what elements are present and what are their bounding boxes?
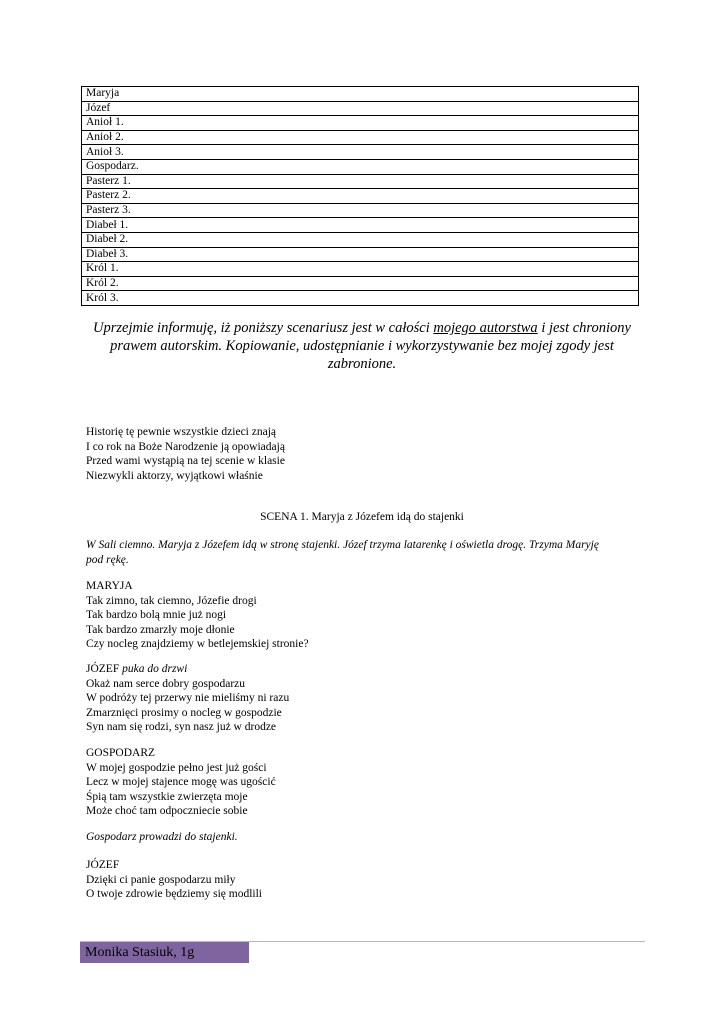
verse-line: Dzięki ci panie gospodarzu miły bbox=[86, 873, 236, 886]
verse-line: Tak bardzo bolą mnie już nogi bbox=[86, 609, 227, 621]
verse-line: Przed wami wystąpią na tej scenie w klasie bbox=[86, 455, 285, 467]
cast-list-table bbox=[81, 86, 639, 306]
cast-cell: Król 2. bbox=[82, 276, 639, 291]
stage-direction bbox=[86, 538, 646, 567]
table-row bbox=[82, 276, 639, 291]
speaker-line bbox=[86, 662, 646, 677]
table-row bbox=[82, 262, 639, 277]
verse-line: Może choć tam odpoczniecie sobie bbox=[86, 805, 248, 817]
table-row bbox=[82, 145, 639, 160]
verse-line: W podróży tej przerwy nie mieliśmy ni razu bbox=[86, 692, 290, 704]
verse-line: Tak bardzo zmarzły moje dłonie bbox=[86, 623, 235, 636]
jozef-speech-1 bbox=[86, 662, 646, 735]
direction-line: W Sali ciemno. Maryja z Józefem idą w stronę stajenki. Józef trzyma latarenkę i oświetla drogę. Trzyma Maryję bbox=[86, 539, 599, 551]
cast-cell: Diabeł 2. bbox=[82, 232, 639, 247]
notice-text: i jest chroniony prawem autorskim. Kopiowanie, udostępnianie i wykorzystywanie bez mojej zgody jest zabronione. bbox=[110, 320, 631, 372]
cast-cell: Diabeł 1. bbox=[82, 218, 639, 233]
verse-line: Historię tę pewnie wszystkie dzieci znają bbox=[86, 426, 276, 438]
cast-cell: Diabeł 3. bbox=[82, 247, 639, 262]
verse-line: W mojej gospodzie pełno jest już gości bbox=[86, 761, 267, 774]
table-row bbox=[82, 291, 639, 306]
verse-line: Tak zimno, tak ciemno, Józefie drogi bbox=[86, 594, 257, 607]
table-row bbox=[82, 218, 639, 233]
cast-cell: Król 1. bbox=[82, 262, 639, 277]
speaker-name: GOSPODARZ bbox=[86, 747, 156, 759]
cast-cell: Anioł 1. bbox=[82, 116, 639, 131]
notice-text: Uprzejmie informuję, iż poniższy scenariusz jest w całości bbox=[93, 320, 434, 336]
cast-cell: Anioł 2. bbox=[82, 130, 639, 145]
speaker-name: JÓZEF bbox=[86, 663, 120, 675]
cast-cell: Gospodarz. bbox=[82, 159, 639, 174]
verse-line: Syn nam się rodzi, syn nasz już w drodze bbox=[86, 721, 277, 733]
cast-cell: Pasterz 1. bbox=[82, 174, 639, 189]
footer-author-label: Monika Stasiuk, 1g bbox=[80, 942, 249, 963]
table-row bbox=[82, 232, 639, 247]
copyright-notice bbox=[80, 319, 644, 373]
cast-cell: Maryja bbox=[82, 87, 639, 102]
table-row bbox=[82, 159, 639, 174]
speaker-name: MARYJA bbox=[86, 580, 133, 592]
jozef-speech-2 bbox=[86, 858, 646, 902]
speaker-name: JÓZEF bbox=[86, 859, 120, 871]
verse-line: Czy nocleg znajdziemy w betlejemskiej stronie? bbox=[86, 638, 309, 650]
verse-line: Lecz w mojej stajence mogę was ugościć bbox=[86, 776, 276, 788]
cast-cell: Król 3. bbox=[82, 291, 639, 306]
speaker-direction: puka do drzwi bbox=[122, 663, 188, 675]
maryja-speech bbox=[86, 579, 646, 652]
table-row bbox=[82, 247, 639, 262]
scene-title: SCENA 1. Maryja z Józefem idą do stajenki bbox=[260, 511, 464, 523]
notice-underlined-text: mojego autorstwa bbox=[433, 320, 538, 336]
verse-line: I co rok na Boże Narodzenie ją opowiadają bbox=[86, 440, 285, 453]
table-row bbox=[82, 101, 639, 116]
verse-line: Zmarznięci prosimy o nocleg w gospodzie bbox=[86, 706, 282, 719]
stage-direction: Gospodarz prowadzi do stajenki. bbox=[86, 831, 238, 843]
gospodarz-speech bbox=[86, 746, 646, 819]
table-row bbox=[82, 174, 639, 189]
table-row bbox=[82, 130, 639, 145]
table-row bbox=[82, 203, 639, 218]
cast-cell: Józef bbox=[82, 101, 639, 116]
cast-cell: Anioł 3. bbox=[82, 145, 639, 160]
verse-line: Śpią tam wszystkie zwierzęta moje bbox=[86, 790, 248, 803]
table-row bbox=[82, 116, 639, 131]
table-row bbox=[82, 87, 639, 102]
direction-line: pod rękę. bbox=[86, 553, 129, 566]
cast-cell: Pasterz 2. bbox=[82, 189, 639, 204]
verse-line: Niezwykli aktorzy, wyjątkowi właśnie bbox=[86, 469, 263, 482]
cast-cell: Pasterz 3. bbox=[82, 203, 639, 218]
table-row bbox=[82, 189, 639, 204]
verse-line: Okaż nam serce dobry gospodarzu bbox=[86, 677, 246, 690]
intro-verse bbox=[86, 425, 646, 483]
verse-line: O twoje zdrowie będziemy się modlili bbox=[86, 888, 262, 900]
